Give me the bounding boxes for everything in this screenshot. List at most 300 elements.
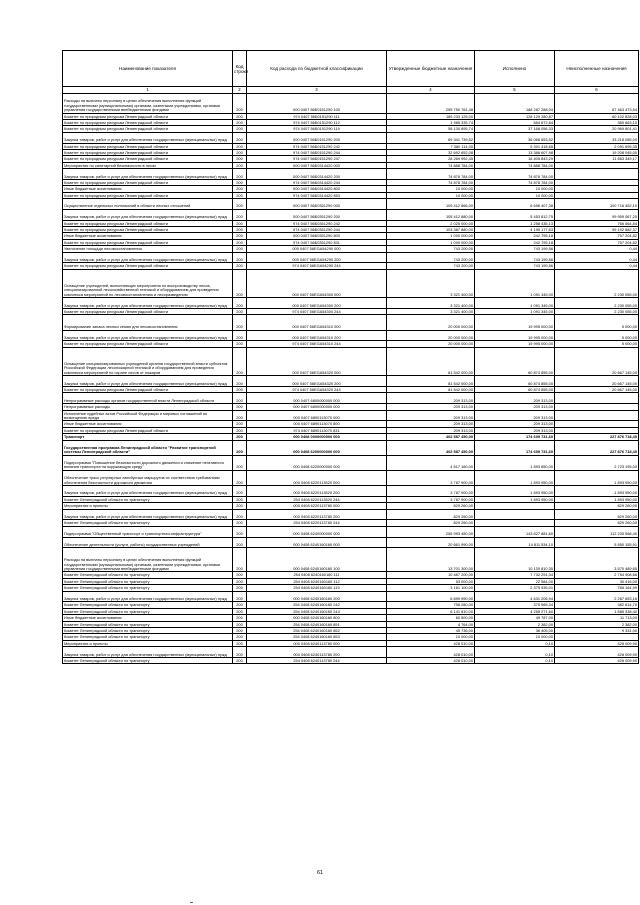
row-plan: 7 380 114,00 [387, 143, 475, 149]
row-code: 200 [233, 156, 247, 162]
row-done: 242 795,18 [475, 233, 555, 239]
row-rest: 766 564,84 [555, 220, 639, 226]
row-name: Закупка товаров, работ и услуг для обеспечения государственных (муниципальных) нужд [63, 486, 233, 497]
row-done: 743 199,56 [475, 246, 555, 252]
row-code: 200 [233, 209, 247, 220]
row-done: 14 811 534,10 [475, 537, 555, 548]
row-name: Комитет Ленинградской области по транспорту [63, 602, 233, 608]
row-code: 200 [233, 192, 247, 198]
row-done: 2 382,00 [475, 621, 555, 627]
row-rest [555, 169, 639, 180]
table-row [63, 169, 639, 180]
row-rest: 829 260,00 [555, 520, 639, 526]
row-plan: 60 500,00 [387, 615, 475, 621]
row-plan: 209 313,00 [387, 410, 475, 421]
table-row [63, 199, 639, 210]
row-name: Комитет по природным ресурсам Ленинградской области [63, 263, 233, 269]
row-code: 200 [233, 347, 247, 375]
row-done: 209 313,00 [475, 410, 555, 421]
row-kbk: 974 0407 56Б0351290 244 [247, 227, 387, 233]
row-code: 200 [233, 520, 247, 526]
row-done: 0,10 [475, 640, 555, 646]
row-rest: 785 164,99 [555, 585, 639, 591]
row-name: Исполнение судебных актов Российской Федерации и мировых соглашений по возмещению вреда [63, 410, 233, 421]
row-code: 200 [233, 503, 247, 509]
row-code: 200 [233, 427, 247, 433]
row-code: 200 [233, 162, 247, 168]
row-done: 188 287 288,04 [475, 94, 555, 114]
row-code: 200 [233, 169, 247, 180]
row-done: 6 696 407,38 [475, 199, 555, 210]
row-rest: 99 959 067,25 [555, 209, 639, 220]
row-plan: 81 542 000,00 [387, 347, 475, 375]
row-rest: 2 091 695,35 [555, 143, 639, 149]
row-plan: 10 000,00 [387, 192, 475, 198]
row-code: 200 [233, 608, 247, 614]
row-done: 36 068 653,52 [475, 132, 555, 143]
row-kbk: 974 0407 56ЕGA54310 244 [247, 341, 387, 347]
row-done: 2 375 935,01 [475, 585, 555, 591]
row-rest: 1 893 950,00 [555, 496, 639, 502]
row-rest: 0,44 [555, 252, 639, 263]
row-plan: 209 313,00 [387, 427, 475, 433]
row-name: Комитет по природным ресурсам Ленинградской области [63, 220, 233, 226]
table-row [63, 252, 639, 263]
table-row [63, 509, 639, 520]
row-code: 200 [233, 591, 247, 602]
row-kbk: 974 0407 56Б0151290 244 [247, 149, 387, 155]
row-name: Комитет по природным ресурсам Ленинградской области [63, 386, 233, 392]
row-kbk: 000 0407 56Б0151290 200 [247, 132, 387, 143]
row-name: Закупка товаров, работ и услуг для обеспечения государственных (муниципальных) нужд [63, 376, 233, 387]
row-rest: 2 267 653,16 [555, 591, 639, 602]
row-rest: 757 204,82 [555, 239, 639, 245]
row-code: 200 [233, 470, 247, 485]
table-row [63, 315, 639, 330]
row-code: 200 [233, 149, 247, 155]
row-rest: 428 009,90 [555, 647, 639, 658]
row-code: 200 [233, 246, 247, 252]
row-plan: 58 130 895,74 [387, 126, 475, 132]
row-done: 4 631 206,94 [475, 591, 555, 602]
row-rest: 3 570 489,65 [555, 548, 639, 572]
row-name: Комитет по природным ресурсам Ленинградской области [63, 119, 233, 125]
row-rest: 428 009,90 [555, 657, 639, 663]
row-rest: 99 192 882,37 [555, 227, 639, 233]
row-kbk: 254 0408 6240160160 111 [247, 572, 387, 578]
row-code: 200 [233, 421, 247, 427]
row-done: 209 313,00 [475, 421, 555, 427]
row-kbk: 000 0407 56Б0351290 200 [247, 209, 387, 220]
row-kbk: 000 0407 56ЕGA54320 000 [247, 347, 387, 375]
row-code: 200 [233, 252, 247, 263]
row-done: 743 199,56 [475, 263, 555, 269]
row-plan: 28 269 992,45 [387, 156, 475, 162]
row-kbk: 254 0408 6240113780 244 [247, 657, 387, 663]
row-rest: 0,44 [555, 263, 639, 269]
row-plan: 105 412 880,00 [387, 209, 475, 220]
row-rest: 20 667 145,00 [555, 376, 639, 387]
row-done: 1 091 345,00 [475, 298, 555, 309]
header-kbk: Код расхода по бюджетной классификации [247, 51, 387, 87]
row-name: Оснащение учреждений, выполняющих мероприятия по воспроизводству лесов, специализированной лесохозяйственной техникой и оборудованием для проведения комплекса мероприятий по лесовосстановлению и лесоразведению [63, 269, 233, 297]
table-row [63, 209, 639, 220]
row-kbk: 000 0408 6240113780 000 [247, 640, 387, 646]
row-name: Транспорт [63, 434, 233, 440]
row-plan: 13 701 300,00 [387, 548, 475, 572]
row-plan: 10 000,00 [387, 634, 475, 640]
row-kbk: 000 0407 6800000000 000 [247, 393, 387, 404]
row-done: 10 000,00 [475, 186, 555, 192]
row-code: 200 [233, 233, 247, 239]
row-plan: 428 010,00 [387, 647, 475, 658]
row-name: Комитет Ленинградской области по транспорту [63, 496, 233, 502]
row-name: Закупка товаров, работ и услуг для обеспечения государственных (муниципальных) нужд [63, 647, 233, 658]
row-kbk: 974 0407 56Б0351290 242 [247, 220, 387, 226]
row-plan: 255 993 450,00 [387, 526, 475, 537]
row-code: 200 [233, 186, 247, 192]
row-done: 60 874 855,00 [475, 376, 555, 387]
row-kbk: 974 0407 56Б0351290 831 [247, 239, 387, 245]
row-code: 200 [233, 410, 247, 421]
row-done: 60 874 855,00 [475, 386, 555, 392]
row-kbk: 000 0407 56ЕGA54300 000 [247, 269, 387, 297]
row-rest: 33 218 085,00 [555, 132, 639, 143]
row-code: 200 [233, 578, 247, 584]
row-name: Иные бюджетные ассигнования [63, 233, 233, 239]
row-done: 1 893 850,00 [475, 455, 555, 470]
row-plan: 3 321 400,00 [387, 269, 475, 297]
row-name: Закупка товаров, работ и услуг для обеспечения государственных (муниципальных) нужд [63, 169, 233, 180]
row-kbk: 254 0408 6240160160 852 [247, 627, 387, 633]
row-rest: 30 416,00 [555, 578, 639, 584]
row-rest: 67 463 473,54 [555, 94, 639, 114]
row-name: Комитет по природным ресурсам Ленинградской области [63, 227, 233, 233]
row-code: 200 [233, 341, 247, 347]
row-rest: 100 716 452,10 [555, 199, 639, 210]
row-done: 4 255 271,60 [475, 608, 555, 614]
row-plan: 6 141 810,00 [387, 608, 475, 614]
row-plan: 2 025 000,00 [387, 220, 475, 226]
row-plan: 10 000,00 [387, 186, 475, 192]
row-name: Обеспечение трасс регулярных автобусных маршрутов их соответствия требованиям обеспечения безопасности дорожного движения [63, 470, 233, 485]
row-code: 200 [233, 330, 247, 341]
row-name: Непрограммные расходы [63, 404, 233, 410]
row-rest: 2 723 195,00 [555, 455, 639, 470]
row-code: 200 [233, 585, 247, 591]
row-name: Комитет Ленинградской области по транспорту [63, 520, 233, 526]
row-name: Иные бюджетные ассигнования [63, 186, 233, 192]
row-name: Закупка товаров, работ и услуг для обеспечения государственных (муниципальных) нужд [63, 209, 233, 220]
row-kbk: 000 0408 6220113520 200 [247, 486, 387, 497]
table-header [63, 51, 639, 94]
row-name: Подпрограмма "Повышение безопасности дорожного движения и снижение негативного влияния транспорта на окружающую среду" [63, 455, 233, 470]
report-table [62, 50, 639, 664]
row-kbk: 000 0407 56Б0314420 000 [247, 162, 387, 168]
row-kbk: 974 0407 56Б0151290 111 [247, 113, 387, 119]
row-name: Комитет Ленинградской области по транспорту [63, 585, 233, 591]
row-code: 200 [233, 113, 247, 119]
row-done: 209 313,00 [475, 404, 555, 410]
row-code: 200 [233, 627, 247, 633]
row-rest: 60 102 828,03 [555, 113, 639, 119]
row-kbk: 254 0408 6240160160 853 [247, 634, 387, 640]
row-kbk: 000 0407 56Б0351290 000 [247, 199, 387, 210]
row-name: Непрограммные расходы органов государственной власти Ленинградской области [63, 393, 233, 404]
row-name: Закупка товаров, работ и услуг для обеспечения государственных (муниципальных) нужд [63, 330, 233, 341]
row-rest: 11 863 349,17 [555, 156, 639, 162]
table-row [63, 657, 639, 663]
row-kbk: 974 0407 56Б0151290 242 [247, 143, 387, 149]
row-done: 19 995 000,00 [475, 330, 555, 341]
row-name: Закупка товаров, работ и услуг для обеспечения государственных (муниципальных) нужд [63, 509, 233, 520]
row-rest: 428 009,90 [555, 640, 639, 646]
row-kbk: 000 0408 6220113780 000 [247, 503, 387, 509]
row-plan: 402 587 450,00 [387, 434, 475, 440]
page-number: 61 [316, 870, 324, 876]
row-kbk: 000 0407 56ЕGA54310 200 [247, 330, 387, 341]
row-kbk: 000 0408 0000000000 000 [247, 434, 387, 440]
row-code: 200 [233, 309, 247, 315]
header-number: 2 [233, 87, 247, 94]
row-kbk: 000 0407 6890000000 000 [247, 404, 387, 410]
row-rest: 0,44 [555, 246, 639, 252]
row-code: 200 [233, 621, 247, 627]
row-code: 200 [233, 615, 247, 621]
row-plan: 3 321 400,00 [387, 298, 475, 309]
row-rest: 382 614,70 [555, 602, 639, 608]
row-name: Закупка товаров, работ и услуг для обеспечения государственных (муниципальных) нужд [63, 298, 233, 309]
row-kbk: 000 0407 56ЕGA54290 200 [247, 252, 387, 263]
row-name: Комитет Ленинградской области по транспорту [63, 608, 233, 614]
row-code: 200 [233, 526, 247, 537]
row-name: Комитет по природным ресурсам Ленинградской области [63, 309, 233, 315]
row-code: 200 [233, 386, 247, 392]
row-plan: 209 313,00 [387, 421, 475, 427]
row-code: 200 [233, 657, 247, 663]
row-done: 174 609 731,60 [475, 434, 555, 440]
row-name: Подпрограмма "Общественный транспорт и транспортная инфраструктура" [63, 526, 233, 537]
row-rest [555, 393, 639, 404]
row-kbk: 000 0407 56Б0351290 800 [247, 233, 387, 239]
row-name: Иные бюджетные ассигнования [63, 615, 233, 621]
table-row [63, 486, 639, 497]
row-code: 200 [233, 455, 247, 470]
row-rest: 2 754 908,66 [555, 572, 639, 578]
row-done: 74 888 784,00 [475, 162, 555, 168]
row-code: 200 [233, 572, 247, 578]
row-done: 7 732 291,34 [475, 572, 555, 578]
row-plan: 3 161 100,00 [387, 585, 475, 591]
row-code: 200 [233, 602, 247, 608]
header-number: 3 [247, 87, 387, 94]
table-row [63, 376, 639, 387]
table-row [63, 132, 639, 143]
row-kbk: 974 0407 56Б0151290 112 [247, 119, 387, 125]
row-code: 200 [233, 315, 247, 330]
row-rest: 2 230 055,00 [555, 309, 639, 315]
row-plan: 209 313,00 [387, 393, 475, 404]
row-kbk: 254 0408 6240160160 112 [247, 578, 387, 584]
row-rest: 9 331,00 [555, 627, 639, 633]
row-done: 1 091 345,00 [475, 269, 555, 297]
row-name: Увеличение площади лесовосстановления [63, 246, 233, 252]
row-kbk: 974 0407 56ЕGA54300 244 [247, 309, 387, 315]
row-code: 200 [233, 509, 247, 520]
row-kbk: 000 0408 6240160160 800 [247, 615, 387, 621]
row-code: 200 [233, 640, 247, 646]
row-name: Оснащение специализированных учреждений органов государственной власти субъектов Российской Федерации лесопожарной техникой и оборудованием для проведения комплекса мероприятий по охране лесов от пожаров [63, 347, 233, 375]
row-rest: 5 000,00 [555, 341, 639, 347]
row-code: 200 [233, 376, 247, 387]
table-row [63, 647, 639, 658]
row-kbk: 254 0408 6240160160 244 [247, 608, 387, 614]
row-done: 209 313,00 [475, 427, 555, 433]
row-kbk: 000 0407 56Б0151290 100 [247, 94, 387, 114]
row-code: 200 [233, 220, 247, 226]
row-name: Комитет Ленинградской области по транспорту [63, 627, 233, 633]
row-plan: 1 000 000,00 [387, 239, 475, 245]
row-rest: 227 876 718,40 [555, 434, 639, 440]
row-plan: 743 200,00 [387, 252, 475, 263]
row-plan: 45 736,00 [387, 627, 475, 633]
row-name: Комитет по природным ресурсам Ленинградской области [63, 113, 233, 119]
row-code: 200 [233, 263, 247, 269]
row-kbk: 000 0407 56ЕGA54300 200 [247, 298, 387, 309]
row-code: 200 [233, 269, 247, 297]
table-row [63, 347, 639, 375]
table-row [63, 330, 639, 341]
row-plan: 4 764,00 [387, 621, 475, 627]
row-kbk: 974 0407 56Б0314420 853 [247, 192, 387, 198]
row-plan: 74 888 784,00 [387, 162, 475, 168]
row-name: Государственная программа Ленинградской области "Развитие транспортной системы Ленинградской области" [63, 440, 233, 455]
table-row [63, 440, 639, 455]
header-number: 4 [387, 87, 475, 94]
row-plan: 743 200,00 [387, 246, 475, 252]
row-name: Комитет по природным ресурсам Ленинградской области [63, 149, 233, 155]
row-kbk: 974 0407 56Б0151290 119 [247, 126, 387, 132]
header-number: 6 [555, 87, 639, 94]
row-done: 22 584,00 [475, 578, 555, 584]
row-done: 5 301 418,65 [475, 143, 555, 149]
row-code: 200 [233, 404, 247, 410]
row-rest: 5 000,00 [555, 330, 639, 341]
row-rest: 380 663,10 [555, 119, 639, 125]
row-kbk: 000 0407 56Б0314420 800 [247, 186, 387, 192]
row-rest: 2 230 055,00 [555, 269, 639, 297]
row-plan: 743 200,00 [387, 263, 475, 269]
row-kbk: 000 0407 6890113070 800 [247, 421, 387, 427]
row-plan: 829 260,00 [387, 520, 475, 526]
row-done: 1 091 345,00 [475, 309, 555, 315]
row-done: 1 893 950,00 [475, 486, 555, 497]
row-done: 4 195 177,63 [475, 227, 555, 233]
row-code: 200 [233, 179, 247, 185]
header-name: Наименование показателя [63, 51, 233, 87]
row-done: 375 565,34 [475, 602, 555, 608]
table-row [63, 470, 639, 485]
row-name: Комитет по природным ресурсам Ленинградской области [63, 341, 233, 347]
row-code: 200 [233, 440, 247, 455]
row-kbk: 974 0407 56ЕGA54290 244 [247, 263, 387, 269]
row-done: 37 168 056,33 [475, 126, 555, 132]
header-number: 5 [475, 87, 555, 94]
row-rest: 11 713,00 [555, 615, 639, 621]
row-rest: 1 893 950,00 [555, 486, 639, 497]
row-kbk: 000 0408 6240113780 200 [247, 647, 387, 658]
row-kbk: 000 0407 56Б0314420 200 [247, 169, 387, 180]
row-done: 16 405 843,29 [475, 156, 555, 162]
row-kbk: 974 0407 56ЕGA54320 244 [247, 386, 387, 392]
row-done: 743 199,56 [475, 252, 555, 263]
row-kbk: 000 0407 56ЕGA54290 000 [247, 246, 387, 252]
row-rest: 20 667 145,00 [555, 386, 639, 392]
row-code: 200 [233, 634, 247, 640]
row-name: Мероприятия и проекты [63, 640, 233, 646]
row-name: Комитет Ленинградской области по транспорту [63, 572, 233, 578]
row-name: Осуществление отдельных полномочий в области лесных отношений [63, 199, 233, 210]
row-done: 242 795,18 [475, 239, 555, 245]
row-plan: 428 010,00 [387, 640, 475, 646]
row-code: 200 [233, 126, 247, 132]
row-plan: 402 587 450,00 [387, 440, 475, 455]
row-rest: 20 667 145,00 [555, 347, 639, 375]
table-row [63, 591, 639, 602]
row-rest [555, 410, 639, 421]
row-name: Закупка товаров, работ и услуг для обеспечения государственных (муниципальных) нужд [63, 591, 233, 602]
row-name: Закупка товаров, работ и услуг для обеспечения государственных (муниципальных) нужд [63, 132, 233, 143]
row-plan: 103 387 880,00 [387, 227, 475, 233]
row-plan: 3 787 900,00 [387, 496, 475, 502]
row-kbk: 000 0408 6240160160 100 [247, 548, 387, 572]
row-rest: 2 230 055,00 [555, 298, 639, 309]
row-code: 200 [233, 94, 247, 114]
row-code: 200 [233, 496, 247, 502]
row-plan: 758 280,00 [387, 602, 475, 608]
row-kbk: 000 0408 6220000000 000 [247, 455, 387, 470]
row-plan: 829 260,00 [387, 509, 475, 520]
row-plan: 32 692 652,08 [387, 149, 475, 155]
row-rest: 5 850 155,91 [555, 537, 639, 548]
row-plan: 189 233 125,00 [387, 113, 475, 119]
row-name: Комитет по природным ресурсам Ленинградской области [63, 156, 233, 162]
row-plan: 20 000 000,00 [387, 330, 475, 341]
row-kbk: 000 0407 56ЕGA54320 200 [247, 376, 387, 387]
row-kbk: 000 0407 56ЕGA54310 000 [247, 315, 387, 330]
row-plan: 3 787 900,00 [387, 470, 475, 485]
row-plan: 4 617 160,00 [387, 455, 475, 470]
row-plan: 20 000 000,00 [387, 315, 475, 330]
row-plan: 10 487 200,00 [387, 572, 475, 578]
row-done [475, 509, 555, 520]
row-name: Комитет Ленинградской области по транспорту [63, 578, 233, 584]
row-rest: 227 876 718,40 [555, 440, 639, 455]
row-plan: 3 321 400,00 [387, 309, 475, 315]
row-done: 0,10 [475, 647, 555, 658]
row-name: Комитет по природным ресурсам Ленинградской области [63, 427, 233, 433]
table-row [63, 410, 639, 421]
row-name: Расходы на выплаты персоналу в целях обеспечения выполнения функций государственными (муниципальными) органами, казенными учреждениями, органами управления государственными внебюджетными фондами [63, 548, 233, 572]
row-done: 10 130 810,35 [475, 548, 555, 572]
row-rest: 757 204,82 [555, 233, 639, 239]
row-done: 60 874 855,00 [475, 347, 555, 375]
row-done: 74 878 784,00 [475, 169, 555, 180]
row-code: 200 [233, 537, 247, 548]
row-done: 0,10 [475, 657, 555, 663]
row-plan: 428 010,00 [387, 657, 475, 663]
row-code: 200 [233, 119, 247, 125]
